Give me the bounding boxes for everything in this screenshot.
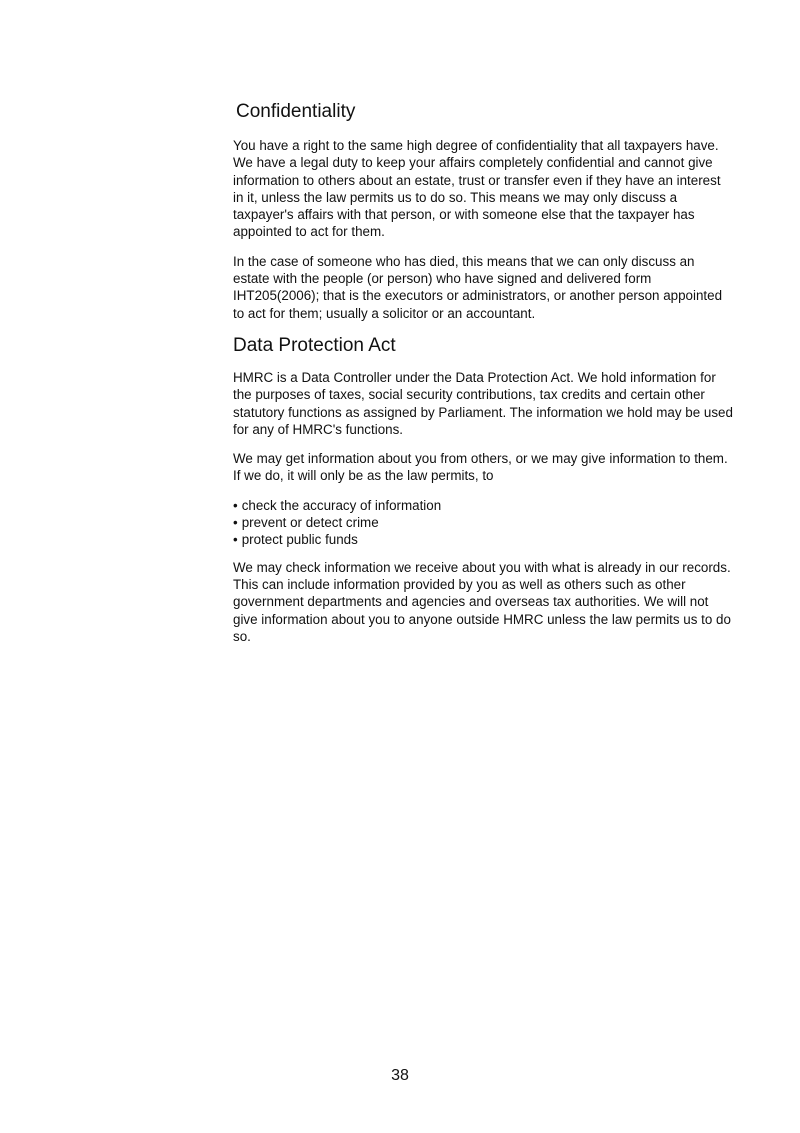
page-number: 38 <box>391 1067 409 1084</box>
data-protection-paragraph-1: HMRC is a Data Controller under the Data Protection Act. We hold information for the purposes of taxes, social security contributions, tax credits and certain other statutory functions as assigned by Parliament. The information we hold may be used for any of HMRC's functions. <box>233 369 733 437</box>
confidentiality-paragraph-1: You have a right to the same high degree of confidentiality that all taxpayers have. We have a legal duty to keep your affairs completely confidential and cannot give information to others about an estate, trust or transfer even if they have an interest in it, unless the law permits us to do so. This means we may only discuss a taxpayer's affairs with that person, or with someone else that the taxpayer has appointed to act for them. <box>233 138 721 240</box>
purpose-bullet-list <box>233 497 733 549</box>
data-protection-closing-paragraph: We may check information we receive about you with what is already in our records. This can include information provided by you as well as others such as other government departments and agencies and overseas tax authorities. We will not give information about you to anyone outside HMRC unless the law permits us to do so. <box>233 559 731 644</box>
confidentiality-heading: Confidentiality <box>236 101 356 122</box>
confidentiality-paragraph-2: In the case of someone who has died, this means that we can only discuss an estate with the people (or person) who have signed and delivered form IHT205(2006); that is the executors or administrators, or another person appointed to act for them; usually a solicitor or an accountant. <box>233 253 723 321</box>
bullet-item: • check the accuracy of information <box>233 497 733 514</box>
page-content <box>233 100 733 657</box>
bullet-item: • prevent or detect crime <box>233 514 733 531</box>
data-protection-paragraph-2: We may get information about you from others, or we may give information to them. If we do, it will only be as the law permits, to <box>233 451 728 484</box>
data-protection-heading: Data Protection Act <box>233 334 396 356</box>
bullet-item: • protect public funds <box>233 531 733 548</box>
